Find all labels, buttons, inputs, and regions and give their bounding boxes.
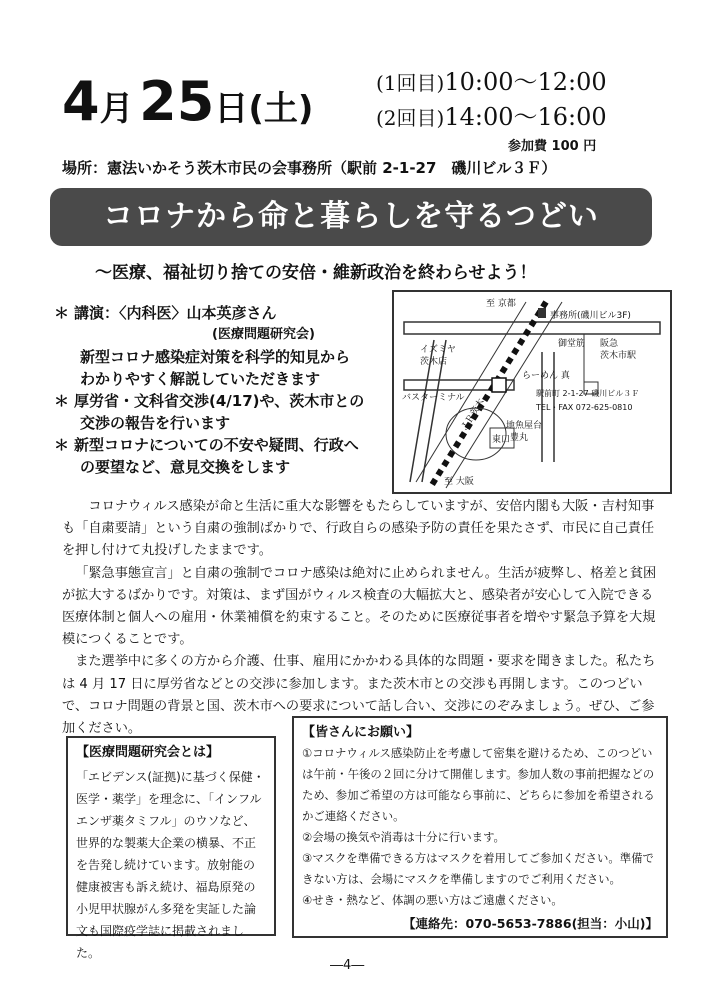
program-item-discussion-line2: の要望など、意見交換をします (80, 458, 291, 476)
map-izumiya: イズミヤ (420, 345, 456, 355)
map-mido: 御堂筋 (558, 339, 586, 349)
research-group-box (66, 736, 276, 960)
map-shop: 地魚屋台 (506, 421, 543, 431)
event-title-banner: コロナから命と暮らしを守るつどい (50, 188, 652, 246)
session1-time: 10:00～12:00 (444, 68, 607, 96)
participation-fee: 参加費 100 円 (508, 139, 597, 154)
contact-info: 【連絡先：070-5653-7886(担当：小山)】 (403, 916, 658, 931)
date-day: 25 (139, 70, 215, 133)
map-hankyu: 阪急 (600, 339, 619, 349)
date-day-unit: 日 (214, 89, 249, 129)
map-izumiya-store: 茨木店 (420, 357, 448, 367)
research-group-heading: 【医療問題研究会とは】 (76, 745, 220, 760)
body-paragraph-2: 「緊急事態宣言」と自粛の強制でコロナ感染は絶対に止められません。生活が疲弊し、格差と貧困が拡大するばかりです。対策は、まず国がウィルス検査の大幅拡大と、感染者が安心して入院できる医療体制と個人への雇用・休業補償を約束すること。そのために医療従事者を増やす緊急予算を大規模につくることです。 (62, 565, 657, 648)
session2-label: (2回目) (376, 106, 445, 130)
event-subtitle: ～医療、福祉切り捨ての安倍・維新政治を終わらせよう！ (95, 263, 537, 283)
page-number: ―4― (330, 958, 365, 973)
lecture-desc-line1: 新型コロナ感染症対策を科学的知見から (80, 348, 351, 366)
requests-heading: 【皆さんにお願い】 (302, 725, 420, 740)
map-office: 事務所(磯川ビル3F) (550, 311, 631, 321)
map-address: 駅前町 2-1-27 磯川ビル３Ｆ (536, 389, 640, 398)
session1-label: (1回目) (376, 71, 445, 95)
program-list (54, 302, 384, 478)
map-to-kyoto: 至 京都 (486, 299, 516, 309)
session2-time: 14:00～16:00 (444, 103, 607, 131)
map-east-exit: 東口 (492, 435, 511, 445)
map-shop-name: 豊丸 (510, 433, 529, 443)
body-paragraph-3: また選挙中に多くの方から介護、仕事、雇用にかかわる具体的な問題・要求を聞きました。私たちは 4 月 17 日に厚労省などとの交渉に参加します。また茨木市との交渉も再開します。このつどいで、コロナ問題の背景と国、茨木市への要求について話し合い、交渉にのぞみましょう。ぜひ、ご参加ください。 (62, 654, 656, 737)
date-month-unit: 月 (99, 89, 134, 129)
lecture-org: (医療問題研究会) (212, 327, 315, 342)
map-ramen: らーめん 真 (522, 371, 570, 381)
program-item-lecture: ＊ 講演：〈内科医〉山本英彦さん (54, 302, 384, 324)
date-month: 4 (62, 70, 100, 133)
access-map (392, 290, 672, 494)
map-hankyu-station: 茨木市駅 (600, 351, 637, 361)
session-times (376, 66, 607, 136)
program-item-discussion: ＊ 新型コロナについての不安や疑問、行政へ (54, 434, 384, 456)
map-bus-terminal: バスターミナル (402, 393, 465, 403)
map-tel: TEL・FAX 072-625-0810 (536, 403, 633, 412)
request-item-1: ①コロナウィルス感染防止を考慮して密集を避けるため、このつどいは午前・午後の２回に分けて開催します。参加人数の事前把握などのため、参加ご希望の方は可能なら事前に、どちらに参加を希望されるかご連絡ください。 (302, 746, 655, 823)
lecture-desc-line2: わかりやすく解説していただきます (80, 370, 321, 388)
map-jr: ＪＲ茨木 (459, 397, 488, 434)
event-place: 場所：憲法いかそう茨木市民の会事務所（駅前 2-1-27 磯川ビル３Ｆ） (62, 159, 557, 177)
map-to-osaka: 至 大阪 (444, 477, 474, 487)
program-item-report-line2: 交渉の報告を行います (80, 414, 231, 432)
program-item-report: ＊ 厚労省・文科省交渉(4/17)や、茨木市との (54, 390, 384, 412)
request-item-3: ③マスクを準備できる方はマスクを着用してご参加ください。準備できない方は、会場にマスクを準備しますのでご利用ください。 (302, 851, 654, 886)
date-weekday: (土) (248, 89, 314, 129)
request-item-4: ④せき・熱など、体調の悪い方はご遠慮ください。 (302, 893, 563, 907)
request-item-2: ②会場の換気や消毒は十分に行います。 (302, 830, 505, 844)
research-group-text: 「エビデンス(証拠)に基づく保健・医学・薬学」を理念に、「インフルエンザ薬タミフル」のウソなど、世界的な製薬大企業の横暴、不正を告発し続けています。放射能の健康被害も訴え続け、福島原発の小児甲状腺がん多発を実証した論文も国際疫学誌に掲載されました。 (76, 770, 265, 960)
requests-box (292, 716, 668, 938)
body-text (62, 496, 662, 740)
body-paragraph-1: コロナウィルス感染が命と生活に重大な影響をもたらしていますが、安倍内閣も大阪・吉村知事も「自粛要請」という自粛の強制ばかりで、行政自らの感染予防の責任を果たさず、市民に自己責任を押し付けて丸投げしたままです。 (62, 499, 655, 559)
event-date (62, 70, 313, 140)
